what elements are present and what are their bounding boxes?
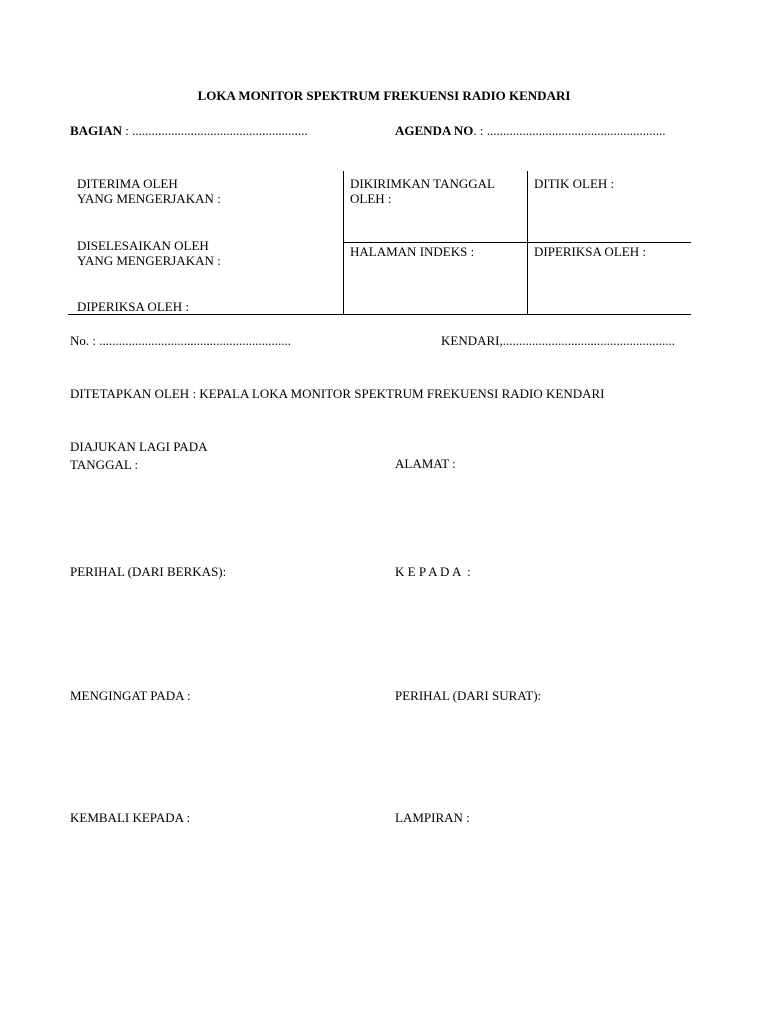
diselesaikan-oleh-label: DISELESAIKAN OLEH YANG MENGERJAKAN :	[77, 238, 221, 268]
kembali-kepada-label: KEMBALI KEPADA :	[70, 810, 191, 825]
ditetapkan-oleh-line: DITETAPKAN OLEH : KEPALA LOKA MONITOR SPEKTRUM FREKUENSI RADIO KENDARI	[70, 386, 605, 401]
bagian-value: : ......................................................	[122, 123, 308, 138]
box-horizontal-divider	[343, 242, 691, 243]
box-bottom-rule	[68, 314, 691, 315]
nomor-field: No. : ...........................................................	[70, 333, 291, 348]
perihal-surat-label: PERIHAL (DARI SURAT):	[395, 688, 542, 703]
agenda-label: AGENDA NO	[395, 123, 474, 138]
halaman-indeks-label: HALAMAN INDEKS :	[350, 244, 475, 259]
perihal-berkas-label: PERIHAL (DARI BERKAS):	[70, 564, 227, 579]
ditik-oleh-label: DITIK OLEH :	[534, 176, 615, 191]
diperiksa-oleh-right-label: DIPERIKSA OLEH :	[534, 244, 646, 259]
bagian-field	[70, 123, 308, 138]
diajukan-lagi-label: DIAJUKAN LAGI PADA TANGGAL :	[70, 439, 208, 472]
agenda-value: . : .......................................................	[473, 123, 666, 138]
lampiran-label: LAMPIRAN :	[395, 810, 470, 825]
diperiksa-oleh-left-label: DIPERIKSA OLEH :	[77, 299, 189, 314]
dikirimkan-tanggal-label: DIKIRIMKAN TANGGAL OLEH :	[350, 176, 495, 206]
bagian-label: BAGIAN	[70, 123, 123, 138]
mengingat-pada-label: MENGINGAT PADA :	[70, 688, 191, 703]
diterima-oleh-label: DITERIMA OLEH YANG MENGERJAKAN :	[77, 176, 221, 206]
kepada-label: K E P A D A :	[395, 564, 471, 579]
page-title: LOKA MONITOR SPEKTRUM FREKUENSI RADIO KENDARI	[197, 88, 571, 103]
alamat-label: ALAMAT :	[395, 456, 456, 471]
kendari-date-field: KENDARI,.....................................................	[441, 333, 675, 348]
agenda-field	[395, 123, 666, 138]
